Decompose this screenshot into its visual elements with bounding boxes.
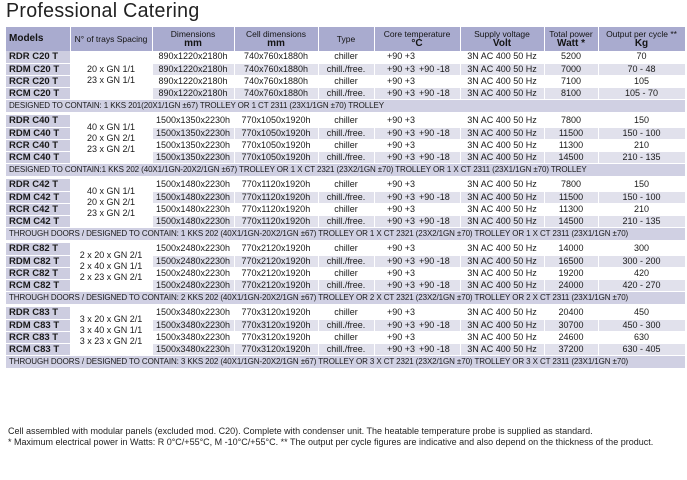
trays-cell — [70, 51, 152, 99]
type-cell: chill./free. — [318, 319, 374, 331]
dimensions-cell: 890x1220x2180h — [152, 87, 234, 99]
dimensions-cell: 1500x3480x2230h — [152, 343, 234, 355]
supply-cell: 3N AC 400 50 Hz — [460, 139, 544, 151]
dimensions-cell: 1500x1480x2230h — [152, 179, 234, 191]
cell-dimensions-cell: 770x1050x1920h — [234, 151, 318, 163]
dimensions-cell: 1500x2480x2230h — [152, 279, 234, 291]
type-cell: chill./free. — [318, 191, 374, 203]
output-cell: 150 — [598, 179, 685, 191]
header-power — [544, 27, 598, 51]
cell-dimensions-cell: 770x1120x1920h — [234, 215, 318, 227]
model-cell: RDM C20 T — [6, 63, 70, 75]
table-body — [6, 51, 685, 368]
cell-dimensions-cell: 770x2120x1920h — [234, 243, 318, 255]
core-temp-chill: +90 +3 — [386, 179, 415, 190]
cell-dimensions-cell: 740x760x1880h — [234, 51, 318, 63]
supply-cell: 3N AC 400 50 Hz — [460, 319, 544, 331]
cell-dimensions-cell: 770x1120x1920h — [234, 203, 318, 215]
header-supply-label: Supply voltage — [474, 29, 530, 39]
table-header-row — [6, 27, 685, 51]
table-row — [6, 51, 685, 63]
core-temp-freeze: +90 -18 — [419, 191, 450, 202]
supply-cell: 3N AC 400 50 Hz — [460, 75, 544, 87]
dimensions-cell: 1500x2480x2230h — [152, 267, 234, 279]
type-cell: chill./free. — [318, 127, 374, 139]
output-cell: 420 — [598, 267, 685, 279]
core-temp-cell — [374, 191, 460, 203]
power-cell: 14500 — [544, 215, 598, 227]
footer-line-2: * Maximum electrical power in Watts: R 0°C/+55°C, M -10°C/+55°C. ** The output per cycle figures are indicative and also depend on the thickness of the product. — [8, 437, 654, 447]
header-output-unit: Kg — [634, 38, 649, 49]
core-temp-cell — [374, 343, 460, 355]
model-cell: RDR C42 T — [6, 179, 70, 191]
type-cell: chill./free. — [318, 151, 374, 163]
output-cell: 450 — [598, 307, 685, 319]
group-note: THROUGH DOORS / DESIGNED TO CONTAIN: 3 KKS 202 (40X1/1GN-20X2/1GN ±67) TROLLEY OR 3 X CT 2321 (23X2/1GN ±70) TROLLEY OR 3 X CT 2311 (23X1/1GN ±70) — [6, 355, 685, 368]
model-cell: RDR C83 T — [6, 307, 70, 319]
cell-dimensions-cell: 770x3120x1920h — [234, 319, 318, 331]
type-cell: chiller — [318, 243, 374, 255]
power-cell: 11300 — [544, 203, 598, 215]
core-temp-freeze: +90 -18 — [419, 127, 450, 138]
model-cell: RCR C20 T — [6, 75, 70, 87]
core-temp-chill: +90 +3 — [386, 343, 415, 354]
header-trays: N° of trays Spacing — [70, 27, 152, 51]
core-temp-chill: +90 +3 — [386, 151, 415, 162]
model-cell: RDM C42 T — [6, 191, 70, 203]
power-cell: 19200 — [544, 267, 598, 279]
core-temp-cell — [374, 203, 460, 215]
output-cell: 150 — [598, 115, 685, 127]
spec-table-container — [6, 27, 685, 369]
header-models: Models — [6, 27, 70, 51]
header-dimensions — [152, 27, 234, 51]
header-core-temp — [374, 27, 460, 51]
core-temp-cell — [374, 307, 460, 319]
model-cell: RCR C42 T — [6, 203, 70, 215]
model-cell: RDM C40 T — [6, 127, 70, 139]
core-temp-chill: +90 +3 — [386, 51, 415, 62]
header-cell-label: Cell dimensions — [246, 29, 306, 39]
core-temp-freeze: +90 -18 — [419, 151, 450, 162]
spec-table — [6, 27, 686, 369]
core-temp-chill: +90 +3 — [386, 319, 415, 330]
core-temp-cell — [374, 319, 460, 331]
supply-cell: 3N AC 400 50 Hz — [460, 151, 544, 163]
header-cell-dimensions — [234, 27, 318, 51]
model-cell: RCR C82 T — [6, 267, 70, 279]
type-cell: chill./free. — [318, 279, 374, 291]
dimensions-cell: 890x1220x2180h — [152, 63, 234, 75]
cell-dimensions-cell: 770x1050x1920h — [234, 139, 318, 151]
core-temp-cell — [374, 63, 460, 75]
dimensions-cell: 890x1220x2180h — [152, 75, 234, 87]
model-cell: RDM C83 T — [6, 319, 70, 331]
core-temp-cell — [374, 279, 460, 291]
dimensions-cell: 1500x1480x2230h — [152, 215, 234, 227]
model-cell: RCM C42 T — [6, 215, 70, 227]
output-cell: 70 - 48 — [598, 63, 685, 75]
core-temp-freeze: +90 -18 — [419, 343, 450, 354]
output-cell: 210 - 135 — [598, 215, 685, 227]
model-cell: RCR C40 T — [6, 139, 70, 151]
footer-notes — [8, 426, 653, 448]
model-cell: RCM C20 T — [6, 87, 70, 99]
type-cell: chiller — [318, 179, 374, 191]
trays-cell — [70, 115, 152, 163]
trays-line: 23 x GN 2/1 — [86, 144, 136, 155]
power-cell: 5200 — [544, 51, 598, 63]
core-temp-chill: +90 +3 — [386, 203, 415, 214]
output-cell: 450 - 300 — [598, 319, 685, 331]
dimensions-cell: 1500x2480x2230h — [152, 255, 234, 267]
table-row — [6, 179, 685, 191]
trays-line: 23 x GN 2/1 — [86, 208, 136, 219]
power-cell: 14500 — [544, 151, 598, 163]
core-temp-chill: +90 +3 — [386, 307, 415, 318]
core-temp-chill: +90 +3 — [386, 215, 415, 226]
dimensions-cell: 1500x1350x2230h — [152, 127, 234, 139]
model-cell: RDR C20 T — [6, 51, 70, 63]
trays-line: 20 x GN 1/1 — [86, 63, 136, 74]
cell-dimensions-cell: 770x1050x1920h — [234, 127, 318, 139]
supply-cell: 3N AC 400 50 Hz — [460, 343, 544, 355]
output-cell: 150 - 100 — [598, 191, 685, 203]
cell-dimensions-cell: 770x1050x1920h — [234, 115, 318, 127]
group-note: DESIGNED TO CONTAIN:1 KKS 202 (40X1/1GN-20X2/1GN ±67) TROLLEY OR 1 X CT 2321 (23X2/1GN ±70) TROLLEY OR 1 X CT 2311 (23X1/1GN ±70) TROLLEY — [6, 163, 685, 176]
type-cell: chiller — [318, 115, 374, 127]
cell-dimensions-cell: 770x1120x1920h — [234, 191, 318, 203]
type-cell: chiller — [318, 203, 374, 215]
core-temp-cell — [374, 127, 460, 139]
core-temp-chill: +90 +3 — [386, 127, 415, 138]
model-cell: RCM C82 T — [6, 279, 70, 291]
type-cell: chiller — [318, 139, 374, 151]
core-temp-chill: +90 +3 — [386, 267, 415, 278]
trays-line: 3 x 23 x GN 2/1 — [79, 336, 143, 347]
type-cell: chiller — [318, 331, 374, 343]
cell-dimensions-cell: 770x2120x1920h — [234, 279, 318, 291]
type-cell: chiller — [318, 51, 374, 63]
cell-dimensions-cell: 770x1120x1920h — [234, 179, 318, 191]
power-cell: 11300 — [544, 139, 598, 151]
output-cell: 300 - 200 — [598, 255, 685, 267]
dimensions-cell: 1500x1480x2230h — [152, 191, 234, 203]
table-row — [6, 307, 685, 319]
supply-cell: 3N AC 400 50 Hz — [460, 279, 544, 291]
cell-dimensions-cell: 770x3120x1920h — [234, 331, 318, 343]
supply-cell: 3N AC 400 50 Hz — [460, 215, 544, 227]
power-cell: 8100 — [544, 87, 598, 99]
core-temp-freeze: +90 -18 — [419, 87, 450, 98]
header-power-label: Total power — [549, 29, 593, 39]
power-cell: 30700 — [544, 319, 598, 331]
supply-cell: 3N AC 400 50 Hz — [460, 63, 544, 75]
core-temp-chill: +90 +3 — [386, 87, 415, 98]
core-temp-cell — [374, 179, 460, 191]
supply-cell: 3N AC 400 50 Hz — [460, 87, 544, 99]
trays-line: 2 x 40 x GN 1/1 — [79, 261, 143, 272]
dimensions-cell: 1500x3480x2230h — [152, 307, 234, 319]
cell-dimensions-cell: 740x760x1880h — [234, 75, 318, 87]
header-cell-unit: mm — [267, 38, 285, 49]
trays-line: 23 x GN 1/1 — [86, 74, 136, 85]
core-temp-cell — [374, 331, 460, 343]
dimensions-cell: 1500x3480x2230h — [152, 331, 234, 343]
type-cell: chill./free. — [318, 343, 374, 355]
group-note: THROUGH DOORS / DESIGNED TO CONTAIN: 2 KKS 202 (40X1/1GN-20X2/1GN ±67) TROLLEY OR 2 X CT 2321 (23X2/1GN ±70) TROLLEY OR 2 X CT 2311 (23X1/1GN ±70) — [6, 291, 685, 304]
power-cell: 24000 — [544, 279, 598, 291]
dimensions-cell: 1500x1480x2230h — [152, 203, 234, 215]
trays-cell — [70, 243, 152, 291]
trays-line: 40 x GN 1/1 — [86, 186, 136, 197]
group-note-row — [6, 99, 685, 112]
output-cell: 300 — [598, 243, 685, 255]
cell-dimensions-cell: 770x2120x1920h — [234, 255, 318, 267]
output-cell: 630 — [598, 331, 685, 343]
supply-cell: 3N AC 400 50 Hz — [460, 267, 544, 279]
output-cell: 210 — [598, 139, 685, 151]
supply-cell: 3N AC 400 50 Hz — [460, 127, 544, 139]
header-output — [598, 27, 685, 51]
group-note-row — [6, 355, 685, 368]
page-title: Professional Catering — [6, 0, 200, 22]
header-output-label: Output per cycle ** — [606, 29, 677, 39]
header-dimensions-label: Dimensions — [170, 29, 216, 39]
model-cell: RDR C82 T — [6, 243, 70, 255]
type-cell: chiller — [318, 307, 374, 319]
output-cell: 105 - 70 — [598, 87, 685, 99]
power-cell: 37200 — [544, 343, 598, 355]
power-cell: 7800 — [544, 179, 598, 191]
trays-cell — [70, 307, 152, 355]
supply-cell: 3N AC 400 50 Hz — [460, 203, 544, 215]
supply-cell: 3N AC 400 50 Hz — [460, 115, 544, 127]
cell-dimensions-cell: 740x760x1880h — [234, 87, 318, 99]
dimensions-cell: 1500x2480x2230h — [152, 243, 234, 255]
dimensions-cell: 890x1220x2180h — [152, 51, 234, 63]
power-cell: 24600 — [544, 331, 598, 343]
core-temp-chill: +90 +3 — [386, 139, 415, 150]
output-cell: 210 — [598, 203, 685, 215]
supply-cell: 3N AC 400 50 Hz — [460, 191, 544, 203]
trays-cell — [70, 179, 152, 227]
header-type: Type — [318, 27, 374, 51]
core-temp-cell — [374, 51, 460, 63]
output-cell: 630 - 405 — [598, 343, 685, 355]
dimensions-cell: 1500x1350x2230h — [152, 139, 234, 151]
power-cell: 14000 — [544, 243, 598, 255]
table-row — [6, 243, 685, 255]
group-note-row — [6, 163, 685, 176]
core-temp-cell — [374, 115, 460, 127]
model-cell: RCR C83 T — [6, 331, 70, 343]
supply-cell: 3N AC 400 50 Hz — [460, 179, 544, 191]
cell-dimensions-cell: 770x2120x1920h — [234, 267, 318, 279]
supply-cell: 3N AC 400 50 Hz — [460, 331, 544, 343]
footer-line-1: Cell assembled with modular panels (excluded mod. C20). Complete with condenser unit. The heatable temperature probe is supplied as standard. — [8, 426, 593, 436]
core-temp-chill: +90 +3 — [386, 115, 415, 126]
type-cell: chill./free. — [318, 255, 374, 267]
header-dimensions-unit: mm — [184, 38, 202, 49]
type-cell: chill./free. — [318, 63, 374, 75]
dimensions-cell: 1500x1350x2230h — [152, 151, 234, 163]
output-cell: 150 - 100 — [598, 127, 685, 139]
header-supply — [460, 27, 544, 51]
core-temp-cell — [374, 87, 460, 99]
cell-dimensions-cell: 770x3120x1920h — [234, 307, 318, 319]
power-cell: 7000 — [544, 63, 598, 75]
core-temp-cell — [374, 75, 460, 87]
model-cell: RDM C82 T — [6, 255, 70, 267]
dimensions-cell: 1500x1350x2230h — [152, 115, 234, 127]
core-temp-cell — [374, 243, 460, 255]
supply-cell: 3N AC 400 50 Hz — [460, 255, 544, 267]
trays-line: 2 x 20 x GN 2/1 — [79, 250, 143, 261]
cell-dimensions-cell: 770x3120x1920h — [234, 343, 318, 355]
trays-line: 3 x 40 x GN 1/1 — [79, 325, 143, 336]
core-temp-freeze: +90 -18 — [419, 279, 450, 290]
supply-cell: 3N AC 400 50 Hz — [460, 243, 544, 255]
trays-line: 40 x GN 1/1 — [86, 122, 136, 133]
core-temp-chill: +90 +3 — [386, 75, 415, 86]
core-temp-chill: +90 +3 — [386, 63, 415, 74]
core-temp-chill: +90 +3 — [386, 331, 415, 342]
core-temp-cell — [374, 215, 460, 227]
dimensions-cell: 1500x3480x2230h — [152, 319, 234, 331]
output-cell: 105 — [598, 75, 685, 87]
core-temp-chill: +90 +3 — [386, 279, 415, 290]
output-cell: 420 - 270 — [598, 279, 685, 291]
group-note: THROUGH DOORS / DESIGNED TO CONTAIN: 1 KKS 202 (40X1/1GN-20X2/1GN ±67) TROLLEY OR 1 X CT 2321 (23X2/1GN ±70) TROLLEY OR 1 X CT 2311 (23X1/1GN ±70) — [6, 227, 685, 240]
core-temp-cell — [374, 255, 460, 267]
cell-dimensions-cell: 740x760x1880h — [234, 63, 318, 75]
power-cell: 7800 — [544, 115, 598, 127]
type-cell: chiller — [318, 267, 374, 279]
power-cell: 7100 — [544, 75, 598, 87]
supply-cell: 3N AC 400 50 Hz — [460, 51, 544, 63]
trays-line: 20 x GN 2/1 — [86, 197, 136, 208]
type-cell: chill./free. — [318, 87, 374, 99]
trays-line: 2 x 23 x GN 2/1 — [79, 272, 143, 283]
core-temp-chill: +90 +3 — [386, 243, 415, 254]
core-temp-cell — [374, 139, 460, 151]
power-cell: 16500 — [544, 255, 598, 267]
supply-cell: 3N AC 400 50 Hz — [460, 307, 544, 319]
type-cell: chill./free. — [318, 215, 374, 227]
trays-line: 3 x 20 x GN 2/1 — [79, 314, 143, 325]
core-temp-freeze: +90 -18 — [419, 255, 450, 266]
model-cell: RDR C40 T — [6, 115, 70, 127]
trays-line: 20 x GN 2/1 — [86, 133, 136, 144]
core-temp-cell — [374, 267, 460, 279]
core-temp-cell — [374, 151, 460, 163]
header-core-unit: °C — [411, 38, 423, 49]
core-temp-chill: +90 +3 — [386, 191, 415, 202]
header-power-unit: Watt * — [557, 38, 585, 49]
group-note-row — [6, 291, 685, 304]
type-cell: chiller — [318, 75, 374, 87]
group-note-row — [6, 227, 685, 240]
core-temp-chill: +90 +3 — [386, 255, 415, 266]
power-cell: 11500 — [544, 127, 598, 139]
group-note: DESIGNED TO CONTAIN: 1 KKS 201(20X1/1GN ±67) TROLLEY OR 1 CT 2311 (23X1/1GN ±70) TROLLEY — [6, 99, 685, 112]
model-cell: RCM C83 T — [6, 343, 70, 355]
power-cell: 11500 — [544, 191, 598, 203]
header-supply-unit: Volt — [492, 38, 512, 49]
header-core-label: Core temperature — [383, 29, 451, 39]
core-temp-freeze: +90 -18 — [419, 215, 450, 226]
model-cell: RCM C40 T — [6, 151, 70, 163]
table-row — [6, 115, 685, 127]
output-cell: 210 - 135 — [598, 151, 685, 163]
core-temp-freeze: +90 -18 — [419, 63, 450, 74]
power-cell: 20400 — [544, 307, 598, 319]
output-cell: 70 — [598, 51, 685, 63]
core-temp-freeze: +90 -18 — [419, 319, 450, 330]
